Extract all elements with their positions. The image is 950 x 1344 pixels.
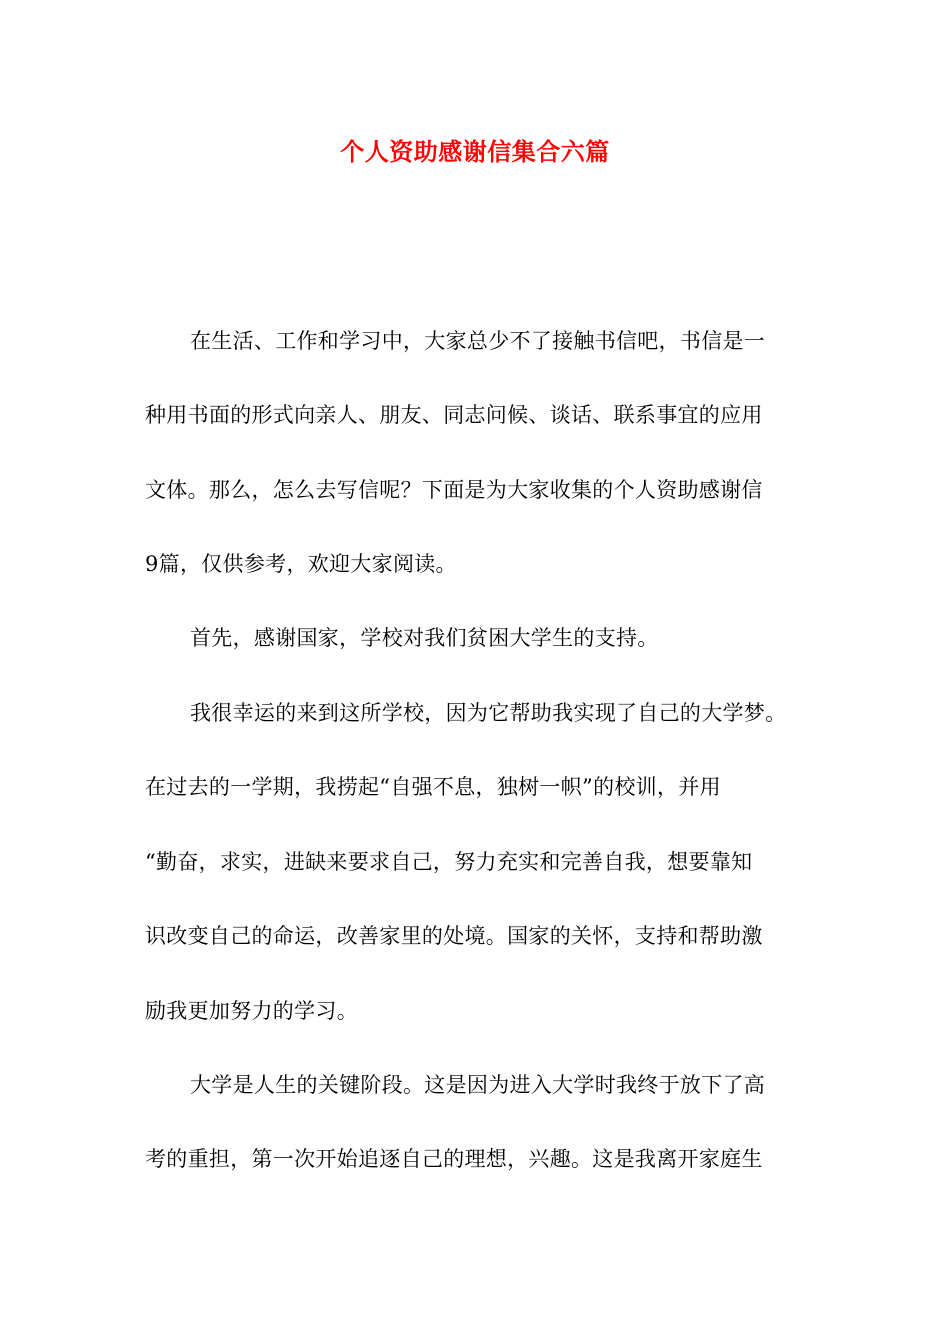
paragraph-1-line-2: 种用书面的形式向亲人、朋友、同志问候、谈话、联系事宜的应用: [145, 403, 763, 427]
paragraph-4-line-1: 大学是人生的关键阶段。这是因为进入大学时我终于放下了高: [190, 1073, 766, 1097]
paragraph-1-line-3: 文体。那么，怎么去写信呢？下面是为大家收集的个人资助感谢信: [145, 478, 763, 502]
document-title: 个人资助感谢信集合六篇: [340, 137, 610, 166]
paragraph-1-line-1: 在生活、工作和学习中，大家总少不了接触书信吧，书信是一: [190, 329, 766, 353]
paragraph-1-line-4: 9篇，仅供参考，欢迎大家阅读。: [145, 552, 457, 576]
paragraph-2-line-1: 首先，感谢国家，学校对我们贫困大学生的支持。: [190, 626, 659, 650]
paragraph-4-line-2: 考的重担，第一次开始追逐自己的理想，兴趣。这是我离开家庭生: [145, 1147, 763, 1171]
paragraph-3-line-4: 识改变自己的命运，改善家里的处境。国家的关怀，支持和帮助激: [145, 924, 763, 948]
paragraph-3-line-5: 励我更加努力的学习。: [145, 999, 358, 1023]
paragraph-3-line-1: 我很幸运的来到这所学校，因为它帮助我实现了自己的大学梦。: [190, 701, 787, 725]
paragraph-3-line-3: “勤奋，求实，进缺来要求自己，努力充实和完善自我，想要靠知: [145, 850, 753, 874]
paragraph-3-line-2: 在过去的一学期，我捞起“自强不息，独树一帜”的校训，并用: [145, 775, 721, 799]
